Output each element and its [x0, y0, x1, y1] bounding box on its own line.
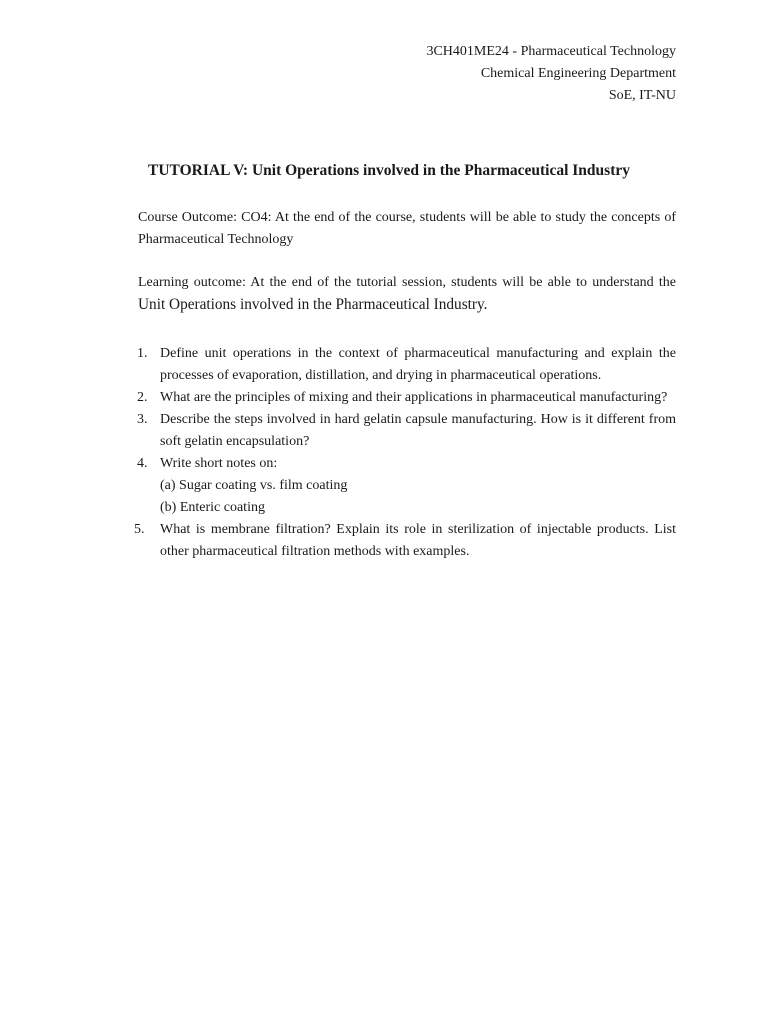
department-line: Chemical Engineering Department — [480, 66, 676, 81]
course-code-line: 3CH401ME24 - Pharmaceutical Technology — [426, 44, 676, 59]
question-number: 1. — [137, 346, 148, 361]
sub-question-a: (a) Sugar coating vs. film coating — [160, 478, 348, 493]
question-number: 2. — [137, 390, 148, 405]
question-item — [137, 453, 676, 519]
question-item — [137, 343, 676, 387]
question-number: 4. — [137, 456, 148, 471]
question-item — [137, 387, 676, 409]
question-text: Write short notes on: — [160, 456, 278, 471]
question-item — [137, 409, 676, 453]
learning-outcome — [138, 272, 676, 317]
question-list — [134, 343, 676, 563]
question-item — [134, 519, 676, 563]
institution-line: SoE, IT-NU — [608, 88, 676, 103]
question-text: Describe the steps involved in hard gelatin capsule manufacturing. How is it different from soft gelatin encapsulation? — [160, 412, 676, 449]
sub-question-b: (b) Enteric coating — [160, 500, 265, 515]
learning-outcome-prefix: Learning outcome: At the end of the tutorial session, students will be able to understand the — [138, 275, 676, 290]
document-header — [426, 41, 676, 107]
question-text: Define unit operations in the context of pharmaceutical manufacturing and explain the processes of evaporation, distillation, and drying in pharmaceutical operations. — [160, 346, 676, 383]
question-number: 3. — [137, 412, 148, 427]
question-text: What are the principles of mixing and their applications in pharmaceutical manufacturing? — [160, 390, 668, 405]
learning-outcome-topic: Unit Operations involved in the Pharmaceutical Industry. — [138, 296, 488, 313]
question-text: What is membrane filtration? Explain its role in sterilization of injectable products. List other pharmaceutical filtration methods with examples. — [160, 522, 676, 559]
question-number: 5. — [134, 522, 145, 537]
tutorial-title: TUTORIAL V: Unit Operations involved in the Pharmaceutical Industry — [148, 162, 630, 179]
course-outcome: Course Outcome: CO4: At the end of the course, students will be able to study the concepts of Pharmaceutical Technology — [138, 210, 676, 247]
